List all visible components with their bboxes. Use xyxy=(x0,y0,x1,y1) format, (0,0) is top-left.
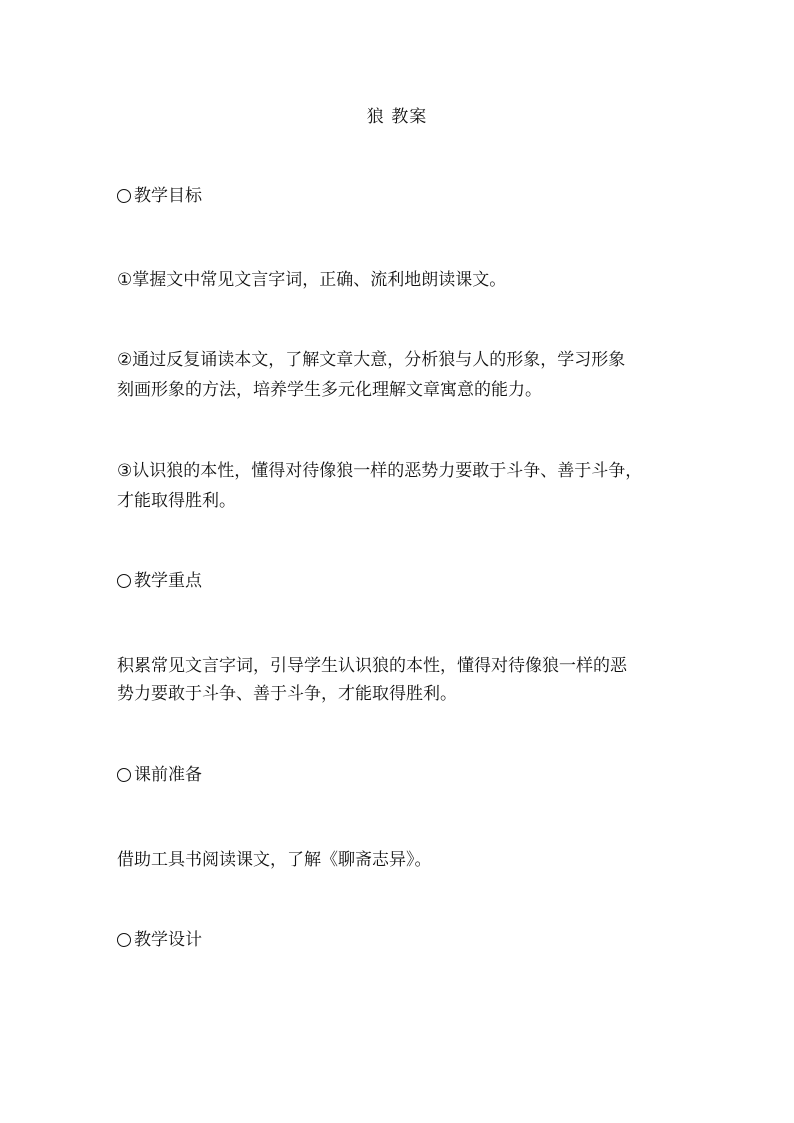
heading-label: 课前准备 xyxy=(134,765,202,785)
section-heading-objectives xyxy=(117,181,202,211)
circle-marker-icon xyxy=(117,574,131,588)
circle-marker-icon xyxy=(117,768,131,782)
heading-label: 教学设计 xyxy=(134,930,202,950)
document-title: 狼 教案 xyxy=(366,107,428,127)
heading-label: 教学重点 xyxy=(134,571,202,591)
circle-marker-icon xyxy=(117,933,131,947)
objective-item-3-line-1: ③认识狼的本性，懂得对待像狼一样的恶势力要敢于斗争、善于斗争， xyxy=(117,461,643,481)
objective-item-3-line-2: 才能取得胜利。 xyxy=(117,491,236,511)
objective-item-2-line-2: 刻画形象的方法，培养学生多元化理解文章寓意的能力。 xyxy=(117,380,542,400)
preparation-line-1: 借助工具书阅读课文，了解《聊斋志异》。 xyxy=(117,850,432,870)
circle-marker-icon xyxy=(117,189,131,203)
key-points-line-2: 势力要敢于斗争、善于斗争，才能取得胜利。 xyxy=(117,684,457,704)
section-heading-preparation xyxy=(117,760,202,790)
key-points-line-1: 积累常见文言字词，引导学生认识狼的本性，懂得对待像狼一样的恶 xyxy=(117,656,627,676)
section-heading-key-points xyxy=(117,566,202,596)
objective-item-2-line-1: ②通过反复诵读本文，了解文章大意，分析狼与人的形象，学习形象 xyxy=(117,350,626,370)
heading-label: 教学目标 xyxy=(134,186,202,206)
objective-item-1: ①掌握文中常见文言字词，正确、流利地朗读课文。 xyxy=(117,270,507,290)
section-heading-design xyxy=(117,925,202,955)
